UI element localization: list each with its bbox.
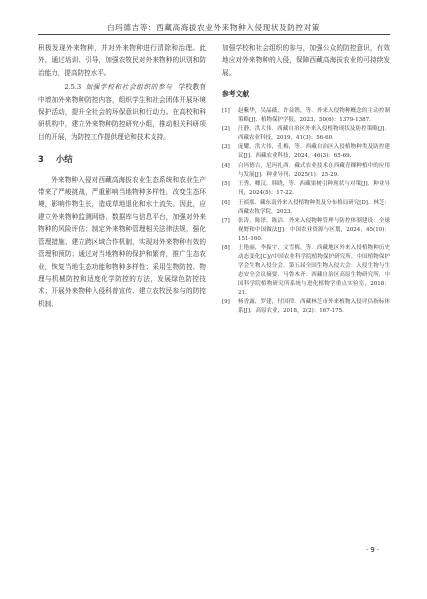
text-line: 外来物种入侵对西藏高海拔农业生态系统和农 xyxy=(51,175,186,184)
text-line: 的可持续发展。 xyxy=(222,56,391,77)
text-line: 流失。因此，应建立外来物种监测网络、数据库与信息 xyxy=(38,200,207,221)
reference-text xyxy=(238,298,390,316)
right-column xyxy=(222,42,390,317)
text-line: 刊，2024(5)：17-22. xyxy=(238,190,294,197)
left-column xyxy=(38,42,206,310)
text-line: 加强学校和社会组织的参与，加强公众的防控意识， xyxy=(222,44,377,52)
reference-text xyxy=(238,143,390,161)
text-line: 农业科技，2024，46(3)：65-69. xyxy=(266,153,352,160)
reference-number: [7] xyxy=(222,218,230,225)
text-line: 庞耀，洪大伟，孔梅，等．西藏自治区入侵植物种类及防控建议[J]．西藏 xyxy=(238,144,390,160)
reference-item xyxy=(222,107,390,125)
text-line: 术支持。 xyxy=(143,132,170,141)
reference-text xyxy=(238,107,390,125)
text-line: 生态安全会议摘要．马鲁木齐：西藏自治区高原生物研究所，中 xyxy=(238,263,390,279)
text-line: 体系[J]．高原农业，2018，2(2)：167-175. xyxy=(238,299,390,315)
text-line: 王祯那．藏东南外来入侵植物种类及分布格局研究[D]．林芝： xyxy=(238,199,390,206)
text-line: [J]．西藏农业科技，2019，41(3)：56-60. xyxy=(238,126,390,141)
text-line: 有效地应对外来物种的入侵，保障西藏高海拔农业 xyxy=(222,44,391,65)
references-heading: 参考文献 xyxy=(222,90,250,99)
reference-number: [4] xyxy=(222,162,230,169)
text-line: 张涛，陈泽，陈洁．外来入侵物种管理与防控体制建设：全球视 xyxy=(238,218,390,233)
reference-text xyxy=(238,180,390,198)
reference-number: [2] xyxy=(222,126,230,133)
reference-item xyxy=(222,217,390,244)
text-line: 动态变化[C]//中国农业科学院植物保护研究所，中国植物保护 xyxy=(238,254,390,261)
text-line: 制策略[J]．植物保护学报，2023，50(6)：1379-1387. xyxy=(238,107,390,123)
text-line: 功能和物种多样性；采用生物防控、物理与机械防控 xyxy=(38,262,207,283)
text-line: 赵紫华，吴晶薇，许益镌，等．外来入侵物种概念的主动控 xyxy=(238,107,385,114)
text-line: 此外，通过培训、引导，加强农牧民对外来物种的识 xyxy=(38,44,206,65)
text-line: 土艳丽，李振宇，文雪梅，等．西藏地区外来入侵植物种历史 xyxy=(238,245,390,252)
text-line: 野和中国做法[J]．中国农业资源与区划，2024，45(10)： xyxy=(243,226,390,233)
text-line: 来物种入侵科普宣传、建立农牧民参与的防控机制、 xyxy=(38,287,207,308)
reference-number: [5] xyxy=(222,181,230,188)
reference-item xyxy=(222,298,390,316)
summary-paragraph xyxy=(38,174,206,310)
reference-number: [9] xyxy=(222,299,230,306)
text-line: 地物种的保护和繁育，推广生态农业，恢复当地生态 xyxy=(38,250,207,271)
text-line: 白玛德吉，尼玛扎西．藏式农业技术在西藏青稞种植中的应用 xyxy=(238,162,390,169)
text-line: 高校和科研机构中，建立外来物种防控研究小组，推 xyxy=(38,108,207,129)
section-heading xyxy=(38,153,206,165)
section-title: 小结 xyxy=(55,154,73,165)
text-line: 汪静，洪大伟．西藏自治区外来入侵植物现状及防控策略 xyxy=(238,126,378,133)
text-line: 西藏农牧学院，2023. xyxy=(238,208,293,215)
text-line: 管理相关法律法规，强化管理措施、建立跨区域合作 xyxy=(38,225,207,246)
text-line: 平台，加强对外来物种的风险评估；制定外来物种 xyxy=(38,212,207,234)
text-line: 积极发现外来物种，并对外来物种进行清除和治理。 xyxy=(38,44,200,52)
text-line: 学校教育中增 xyxy=(38,83,206,104)
text-line: 业生产带来了严峻挑战，严重影响当地物种多样性， xyxy=(38,175,207,197)
text-line: 机制，实现对外来物种有效的管理和预防；通过对当 xyxy=(38,237,206,259)
header-rule xyxy=(38,34,390,35)
reference-text xyxy=(238,162,390,180)
text-line: 境保护活动，提升全社会的环保意识和行动力。在 xyxy=(38,95,207,117)
text-line: 别和防治能力，提高防控水平。 xyxy=(38,56,207,77)
subsection-paragraph xyxy=(38,81,206,143)
reference-item xyxy=(222,125,390,143)
reference-item xyxy=(222,199,390,217)
text-line: 动相关科研项目的开展，为防控工作提供理论和技 xyxy=(38,120,207,141)
text-line: 151-160. xyxy=(238,235,263,242)
text-line: 加外来物种防控内容，组织学生和社会团体开展环 xyxy=(51,95,200,104)
text-line: 学会生物入侵分会．第五届全国生物入侵大会：入侵生物与 xyxy=(238,263,385,270)
reference-text xyxy=(238,217,390,244)
text-line: 改变生态环境，影响作物生长，造成草地退化和水土 xyxy=(38,188,207,209)
text-line: 国科学院植物研究所系统与进化植物学重点实验室，2018：21. xyxy=(238,281,390,296)
running-header: 白玛德吉等：西藏高海拔农业外来物种入侵现状及防控对策 xyxy=(106,23,321,32)
text-line: 和适度化学防控的方法，发展绿色防控技术；开展外 xyxy=(38,274,207,296)
section-number: 3 xyxy=(38,154,44,165)
reference-number: [6] xyxy=(222,199,230,206)
reference-text xyxy=(238,199,390,217)
reference-item xyxy=(222,244,390,297)
reference-text xyxy=(238,125,390,143)
paragraph-continuation xyxy=(38,42,206,79)
page-number: · 9 · xyxy=(366,546,379,554)
reference-number: [8] xyxy=(222,245,230,252)
reference-item xyxy=(222,180,390,198)
text-line: 王秀，卿汉，韩晓，等．西藏果树引种现状与对策[J]．种业导 xyxy=(238,181,390,188)
paragraph-continuation xyxy=(222,42,390,79)
reference-item xyxy=(222,162,390,180)
reference-number: [1] xyxy=(222,107,230,114)
reference-number: [3] xyxy=(222,144,230,151)
text-line: 与发展[J]．种业导刊，2025(1)：25-29. xyxy=(238,171,339,178)
reference-item xyxy=(222,143,390,161)
text-line: 杨香露，罗建，付国律．西藏林芝市外来植物入侵评估指标 xyxy=(238,299,385,306)
subsection-title: 加强学校和社会组织的参与 xyxy=(85,83,173,92)
reference-text xyxy=(238,244,390,297)
subsection-number: 2.5.3 xyxy=(64,83,82,92)
